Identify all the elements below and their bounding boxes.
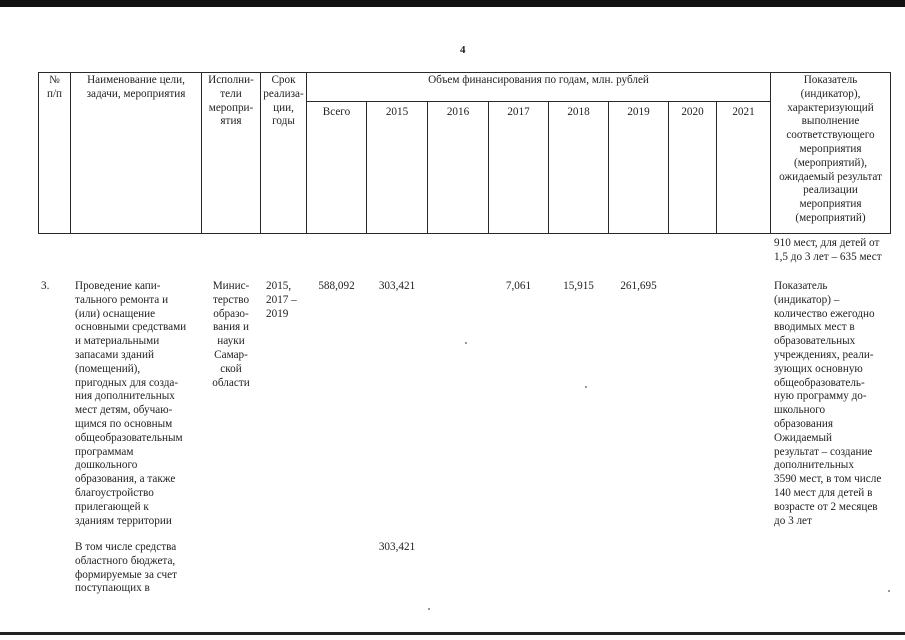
col-divider [366, 101, 367, 234]
row-term: 2015, 2017 – 2019 [266, 280, 297, 320]
col-divider [716, 101, 717, 234]
carryover-indicator-text: 910 мест, для детей от 1,5 до 3 лет – 635 мест [774, 237, 882, 263]
row-2015: 303,421 [378, 280, 416, 292]
header-executors: Исполни- тели меропри- ятия [208, 74, 254, 128]
header-year-2018: 2018 [567, 106, 590, 118]
header-year-2019: 2019 [627, 106, 650, 118]
header-num: № п/п [46, 74, 63, 100]
scan-speck [428, 608, 430, 610]
row-indicator: Показатель (индикатор) – количество ежегодно вводимых мест в образовательных учреждениях, реали- зующих основную общеобразователь- ную программу до- школьного образования Ожидаемый результат – создание дополнительных 3590 мест, в том числе 140 мест для детей в возрасте от 2 месяцев до 3 лет [774, 280, 882, 527]
row-name: Проведение капи- тального ремонта и (или) оснащение основными средствами и материальными запасами зданий (помещений), пригодных для созда- ния дополнительных мест детям, обучаю- щимся по основным общеобразовательным программам дошкольного образования, а также благоустройство прилегающей к зданиям территории [75, 280, 187, 527]
header-funding: Объем финансирования по годам, млн. рублей [428, 74, 649, 86]
row-total: 588,092 [318, 280, 355, 292]
row-2017: 7,061 [505, 280, 532, 292]
col-divider [668, 101, 669, 234]
col-divider [548, 101, 549, 234]
col-divider [608, 101, 609, 234]
subrow-name: В том числе средства областного бюджета, формируемые за счет поступающих в [75, 541, 177, 595]
scan-border-top [0, 0, 905, 7]
col-divider [306, 72, 307, 234]
header-year-2017: 2017 [507, 106, 530, 118]
header-total: Всего [322, 106, 351, 118]
col-divider [488, 101, 489, 234]
page-number: 4 [460, 44, 466, 56]
col-divider [427, 101, 428, 234]
header-year-2020: 2020 [681, 106, 704, 118]
scan-speck [465, 342, 467, 344]
scan-border-bottom [0, 632, 905, 635]
header-year-2015: 2015 [385, 106, 409, 118]
row-executor: Минис- терство образо- вания и науки Самар- ской области [212, 280, 250, 389]
row-2019: 261,695 [620, 280, 657, 292]
table-top-border [38, 72, 890, 73]
header-term: Срок реализа- ции, годы [263, 74, 304, 128]
funding-subheader-divider [306, 101, 770, 102]
header-name: Наименование цели, задачи, мероприятия [86, 74, 186, 100]
row-number: 3. [41, 280, 50, 292]
header-indicator: Показатель (индикатор), характеризующий выполнение соответствующего мероприятия (мероприятий), ожидаемый результат реализации мероприятия (мероприятий) [779, 74, 882, 224]
col-divider [890, 72, 891, 234]
subrow-2015: 303,421 [378, 541, 416, 553]
scan-speck [585, 386, 587, 388]
header-year-2021: 2021 [732, 106, 755, 118]
scan-speck [888, 590, 890, 592]
row-2018: 15,915 [563, 280, 594, 292]
header-year-2016: 2016 [446, 106, 470, 118]
header-bottom-border [38, 233, 890, 234]
